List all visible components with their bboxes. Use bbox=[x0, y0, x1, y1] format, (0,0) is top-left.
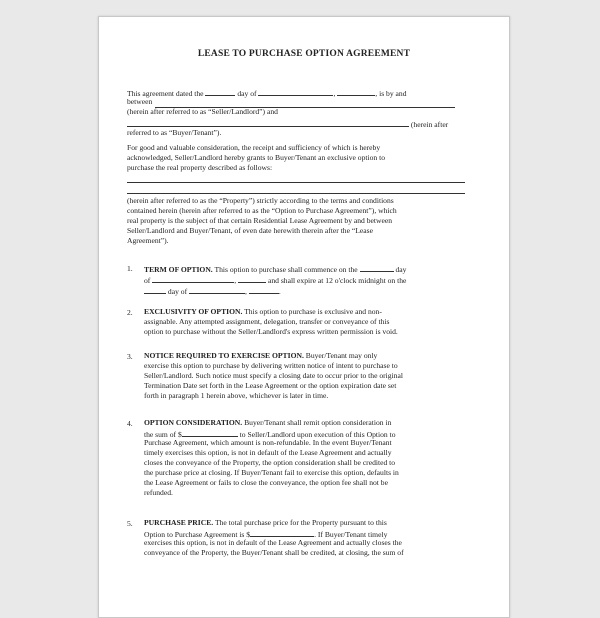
section-2-heading: EXCLUSIVITY OF OPTION. bbox=[144, 307, 243, 316]
section-4-line-7: the Lease Agreement or fails to close the conveyance, the option fee shall not be bbox=[144, 478, 388, 487]
section-text: This option to purchase shall commence on the bbox=[214, 265, 358, 274]
section-5-heading: PURCHASE PRICE. bbox=[144, 518, 214, 527]
document-page bbox=[98, 16, 510, 618]
consideration-line-2: acknowledged, Seller/Landlord hereby grants to Buyer/Tenant an exclusive option to bbox=[127, 153, 386, 162]
section-3-line-1 bbox=[144, 352, 377, 360]
section-3-line-5: forth in paragraph 1 herein above, whichever is later in time. bbox=[144, 391, 329, 400]
blank-field bbox=[360, 264, 394, 272]
intro-text: day of bbox=[237, 89, 257, 98]
intro-text: This agreement dated the bbox=[127, 89, 204, 98]
section-number: 4. bbox=[127, 419, 133, 428]
property-line-2: contained herein (herein after referred to as the “Option to Purchase Agreement”), which bbox=[127, 206, 397, 215]
section-5-line-1 bbox=[144, 519, 387, 527]
section-number: 3. bbox=[127, 352, 133, 361]
section-1-line-1 bbox=[144, 264, 406, 274]
intro-line-5 bbox=[127, 129, 221, 137]
section-1-line-2 bbox=[144, 275, 406, 285]
section-text: Buyer/Tenant shall remit option consideration in bbox=[244, 418, 392, 427]
blank-field bbox=[238, 275, 266, 283]
section-text: . bbox=[278, 287, 281, 296]
section-text: , bbox=[245, 287, 247, 296]
section-4-line-8: refunded. bbox=[144, 488, 173, 497]
section-4-line-6: the purchase price at closing. If Buyer/Tenant fail to exercise this option, defaults in bbox=[144, 468, 399, 477]
section-4-line-3: Purchase Agreement, which amount is non-refundable. In the event Buyer/Tenant bbox=[144, 438, 392, 447]
intro-line-3 bbox=[127, 108, 278, 116]
section-text: day bbox=[395, 265, 407, 274]
section-text: This option to purchase is exclusive and non- bbox=[244, 307, 382, 316]
section-text: Option to Purchase Agreement is $ bbox=[144, 530, 251, 539]
section-4-heading: OPTION CONSIDERATION. bbox=[144, 418, 243, 427]
section-text: day of bbox=[167, 287, 188, 296]
blank-field bbox=[182, 429, 238, 437]
section-3-line-4: Termination Date set forth in the Lease Agreement or the option expiration date set bbox=[144, 381, 397, 390]
consideration-line-1: For good and valuable consideration, the receipt and sufficiency of which is hereby bbox=[127, 143, 381, 152]
intro-line-2 bbox=[127, 98, 152, 106]
property-line-1: (herein after referred to as the “Property”) strictly according to the terms and conditions bbox=[127, 196, 394, 205]
section-text: and shall expire at 12 o'clock midnight on the bbox=[267, 276, 407, 285]
intro-text: (herein after bbox=[410, 120, 449, 129]
section-5-line-3: exercises this option, is not in default of the Lease Agreement and actually closes the bbox=[144, 538, 402, 547]
section-text: . If Buyer/Tenant timely bbox=[314, 530, 388, 539]
section-text: The total purchase price for the Property pursuant to this bbox=[214, 518, 387, 527]
section-3-line-2: exercise this option to purchase by delivering written notice of intent to purchase to bbox=[144, 361, 398, 370]
section-4-line-4: timely exercises this option, is not in default of the Lease Agreement and actually bbox=[144, 448, 392, 457]
intro-line-1 bbox=[127, 88, 407, 98]
consideration-line-3: purchase the real property described as follows: bbox=[127, 163, 273, 172]
section-2-line-2: assignable. Any attempted assignment, delegation, transfer or conveyance of this bbox=[144, 317, 390, 326]
blank-field bbox=[258, 88, 336, 98]
section-text: of bbox=[144, 276, 151, 285]
blank-field bbox=[189, 286, 245, 294]
blank-line bbox=[127, 182, 465, 183]
intro-text: , is by and bbox=[375, 89, 407, 98]
intro-text: between bbox=[127, 97, 153, 106]
section-1-heading: TERM OF OPTION. bbox=[144, 265, 213, 274]
intro-text: , bbox=[333, 89, 336, 98]
blank-field bbox=[152, 275, 237, 285]
section-text: Buyer/Tenant may only bbox=[305, 351, 378, 360]
section-4-line-1 bbox=[144, 419, 391, 427]
document-title: LEASE TO PURCHASE OPTION AGREEMENT bbox=[197, 49, 411, 59]
section-4-line-5: closes the conveyance of the Property, the option consideration shall be credited to bbox=[144, 458, 396, 467]
section-text: , bbox=[234, 276, 237, 285]
blank-field bbox=[249, 286, 279, 294]
section-text: to Seller/Landlord upon execution of this Option to bbox=[239, 430, 396, 439]
section-1-line-3 bbox=[144, 286, 281, 296]
intro-text: (herein after referred to as “Seller/Landlord”) and bbox=[127, 107, 278, 116]
section-3-heading: NOTICE REQUIRED TO EXERCISE OPTION. bbox=[144, 351, 304, 360]
property-line-4: Seller/Landlord and Buyer/Tenant, of even date herewith therein after the “Lease bbox=[127, 226, 373, 235]
blank-field bbox=[127, 119, 409, 127]
blank-line bbox=[127, 193, 465, 194]
section-2-line-3: option to purchase without the Seller/Landlord's express written permission is void. bbox=[144, 327, 398, 336]
section-3-line-3: Seller/Landlord. Such notice must specify a closing date to occur prior to the original bbox=[144, 371, 403, 380]
section-number: 5. bbox=[127, 519, 133, 528]
section-number: 1. bbox=[127, 264, 133, 273]
section-number: 2. bbox=[127, 308, 133, 317]
section-text: the sum of $ bbox=[144, 430, 182, 439]
blank-field bbox=[144, 286, 166, 294]
blank-field bbox=[205, 88, 235, 96]
section-5-line-4: conveyance of the Property, the Buyer/Tenant shall be credited, at closing, the sum of bbox=[144, 548, 404, 557]
section-2-line-1 bbox=[144, 308, 382, 316]
blank-field bbox=[250, 529, 314, 537]
blank-field bbox=[337, 88, 375, 96]
property-line-5: Agreement”). bbox=[127, 236, 169, 245]
intro-text: referred to as “Buyer/Tenant”). bbox=[127, 128, 222, 137]
property-line-3: real property is the subject of that certain Residential Lease Agreement by and between bbox=[127, 216, 393, 225]
